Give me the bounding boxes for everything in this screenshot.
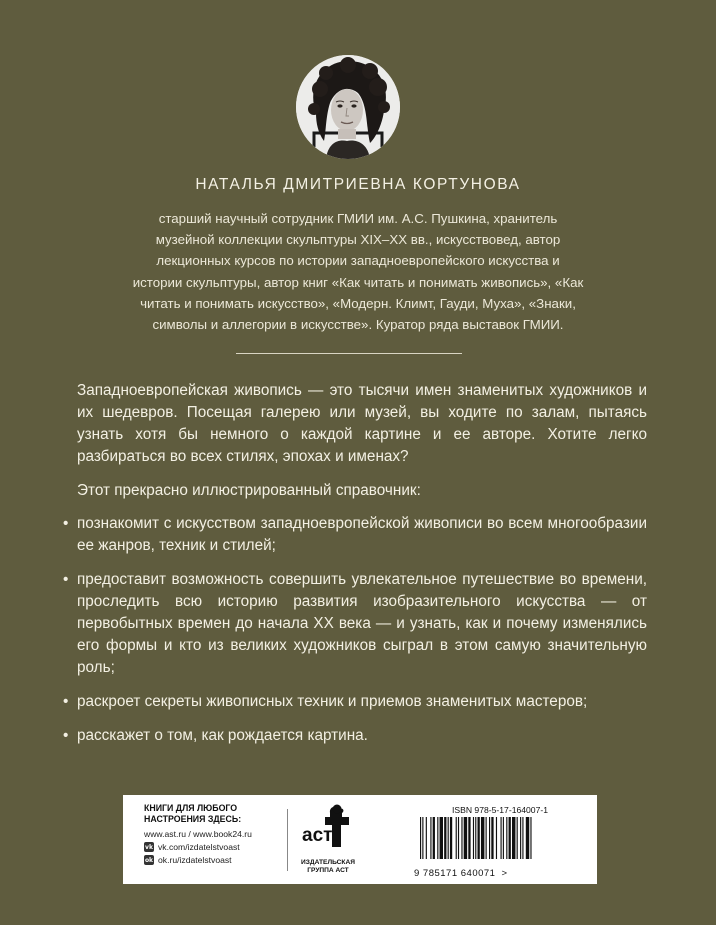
ok-icon: ok — [144, 856, 154, 864]
vk-icon: vk — [145, 843, 153, 851]
barcode-bar — [522, 817, 523, 859]
barcode-bar — [448, 817, 449, 859]
list-item — [63, 569, 647, 679]
author-portrait — [296, 55, 400, 159]
barcode-bar — [491, 817, 493, 859]
lead-paragraph: Западноевропейская живопись — это тысячи имен знаменитых художников и их шедевров. Посещая галерею или музей, вы ходите по залам, пытаясь узнать хотя бы немного о каждой картине и ее авторе. Хотите легко разбираться во всех стилях, эпохах и именах? — [77, 382, 647, 465]
barcode-bar — [506, 817, 507, 859]
bio-line: музейной коллекции скульптуры XIX–XX вв., искусствовед, автор — [155, 232, 561, 248]
list-item-text: расскажет о том, как рождается картина. — [77, 727, 368, 744]
logo-caption-line: ИЗДАТЕЛЬСКАЯ — [301, 859, 355, 866]
barcode-bar — [517, 817, 518, 859]
list-item-text: познакомит с искусством западноевропейской живописи во всем многообразии ее жанров, техник и стилей; — [77, 515, 647, 554]
author-bio — [104, 208, 612, 335]
intro-paragraph: Этот прекрасно иллюстрированный справочник: — [77, 482, 421, 499]
barcode-bar — [437, 817, 438, 859]
bio-line: истории скульптуры, автор книг «Как читать и понимать живопись», «Как — [132, 274, 584, 290]
ok-link-text: ok.ru/izdatelstvoast — [158, 855, 232, 865]
barcode-bar — [475, 817, 476, 859]
bullet-icon: • — [63, 515, 69, 532]
divider — [236, 353, 462, 354]
list-item — [63, 513, 647, 557]
book-description — [63, 380, 647, 759]
barcode-digits: 9 785171 640071 — [414, 868, 496, 879]
barcode-bar — [444, 817, 446, 859]
logo-caption-line: ГРУППА АСТ — [307, 867, 349, 874]
bio-line: старший научный сотрудник ГМИИ им. А.С. Пушкина, хранитель — [158, 211, 558, 226]
author-photo — [296, 55, 400, 159]
barcode-bar — [503, 817, 504, 859]
barcode-bar — [489, 817, 490, 859]
bullet-icon: • — [63, 727, 69, 744]
barcode-block — [414, 805, 586, 879]
publisher-info-box — [123, 795, 597, 884]
barcode-bar — [486, 817, 487, 859]
barcode-bar — [496, 817, 497, 859]
ok-link[interactable] — [144, 855, 274, 865]
barcode-bar — [450, 817, 452, 859]
publisher-links — [144, 803, 274, 865]
list-item — [63, 725, 647, 747]
barcode-bar — [422, 817, 423, 859]
feature-list — [63, 513, 647, 747]
links-heading-line: КНИГИ ДЛЯ ЛЮБОГО — [144, 803, 238, 813]
bio-line: символы и аллегории в искусстве». Куратор ряда выставок ГМИИ. — [152, 317, 564, 333]
barcode-bar — [478, 817, 480, 859]
vk-link[interactable] — [144, 842, 274, 852]
barcode-caption — [414, 868, 586, 879]
ast-logo-icon — [299, 803, 357, 853]
barcode-bar — [461, 817, 462, 859]
bullet-icon: • — [63, 571, 69, 588]
publisher-logo — [293, 803, 363, 875]
barcode-icon — [414, 815, 586, 861]
barcode-bar — [509, 817, 511, 859]
footer-separator — [287, 809, 288, 871]
barcode-bar — [530, 817, 531, 859]
barcode-bar — [456, 817, 457, 859]
list-item — [63, 691, 647, 713]
author-name: НАТАЛЬЯ ДМИТРИЕВНА КОРТУНОВА — [195, 176, 521, 193]
barcode-bar — [440, 817, 443, 859]
vk-link-text: vk.com/izdatelstvoast — [158, 842, 240, 852]
bullet-icon: • — [63, 693, 69, 710]
barcode-bar — [526, 817, 529, 859]
logo-caption — [293, 859, 363, 875]
barcode-bar — [433, 817, 435, 859]
barcode-bar — [520, 817, 521, 859]
barcode-bar — [420, 817, 421, 859]
list-item-text: предоставит возможность совершить увлекательное путешествие во времени, проследить всю историю развития изобразительного искусства — от первобытных времен до начала XX века — и узнать, как и почему изменялись его формы и кто из великих художников сыграл в этом самую значительную роль; — [77, 571, 647, 676]
barcode-bar — [464, 817, 467, 859]
list-item-text: раскроет секреты живописных техник и приемов знаменитых мастеров; — [77, 693, 588, 710]
barcode-bar — [468, 817, 470, 859]
barcode-bar — [481, 817, 484, 859]
barcode-bar — [512, 817, 515, 859]
bio-line: читать и понимать искусство», «Модерн. Климт, Гауди, Муха», «Знаки, — [140, 295, 576, 311]
website-links[interactable]: www.ast.ru / www.book24.ru — [144, 829, 252, 839]
barcode-bar — [473, 817, 474, 859]
logo-text: аст — [302, 825, 333, 846]
barcode-bar — [430, 817, 431, 859]
links-heading — [144, 803, 274, 825]
isbn-number: ISBN 978-5-17-164007-1 — [451, 805, 549, 815]
barcode-bar — [426, 817, 427, 859]
barcode-bar — [501, 817, 502, 859]
barcode-bar — [458, 817, 459, 859]
barcode-arrow: > — [501, 868, 508, 879]
links-heading-line: НАСТРОЕНИЯ ЗДЕСЬ: — [144, 814, 242, 824]
bio-line: лекционных курсов по истории западноевропейского искусства и — [156, 253, 560, 269]
